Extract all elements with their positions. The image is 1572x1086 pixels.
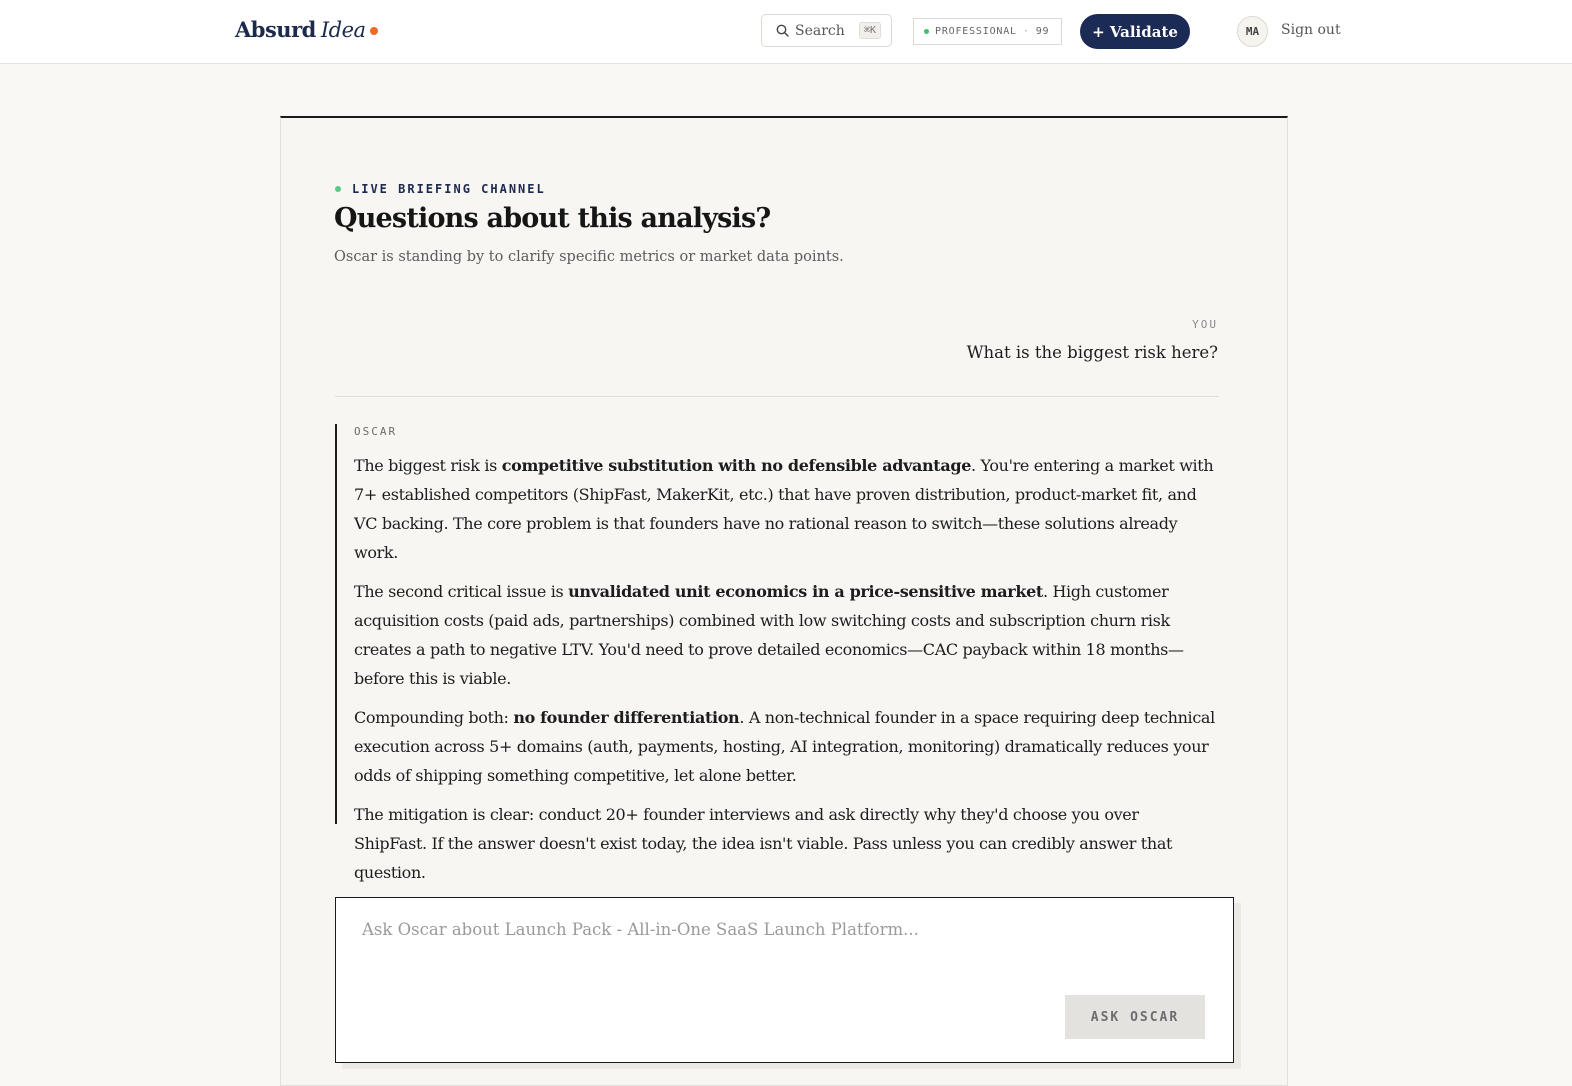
oscar-response	[335, 424, 1215, 882]
search-button[interactable]	[761, 14, 892, 47]
plan-separator: ·	[1022, 26, 1030, 37]
oscar-response-label: OSCAR	[354, 425, 398, 438]
avatar[interactable]: MA	[1237, 16, 1268, 47]
plan-status-dot-icon	[924, 29, 929, 34]
search-icon	[776, 24, 789, 37]
paragraph-text: The second critical issue is	[354, 582, 569, 601]
user-message-label: YOU	[1192, 318, 1218, 331]
briefing-eyebrow	[335, 182, 546, 196]
plan-name: PROFESSIONAL	[935, 26, 1017, 37]
page-title: Questions about this analysis?	[334, 203, 771, 234]
paragraph-text: . High customer acquisition costs (paid ads, partnerships) combined with low switching costs and subscription churn risk creates a path to negative LTV. You'd need to prove detailed economics—CAC payback within 18 months—before this is viable.	[354, 582, 1184, 688]
paragraph-text: Compounding both:	[354, 708, 514, 727]
sign-out-link[interactable]: Sign out	[1281, 22, 1341, 38]
logo[interactable]	[235, 17, 378, 42]
oscar-paragraph	[354, 577, 1215, 693]
logo-dot-icon	[370, 27, 378, 35]
question-composer	[335, 897, 1234, 1063]
paragraph-emphasis: no founder differentiation	[513, 708, 740, 727]
paragraph-text: . A non-technical founder in a space requiring deep technical execution across 5+ domains (auth, payments, hosting, AI integration, monitoring) dramatically reduces your odds of shipping something competitive, let alone better.	[354, 708, 1215, 785]
paragraph-emphasis: competitive substitution with no defensible advantage	[501, 456, 972, 475]
paragraph-text: The mitigation is clear: conduct 20+ founder interviews and ask directly why they'd choose you over ShipFast. If the answer doesn't exist today, the idea isn't viable. Pass unless you can credibly answer that question.	[354, 805, 1173, 882]
live-status-dot-icon	[335, 186, 341, 192]
plan-credits-count: 99	[1035, 26, 1050, 37]
paragraph-emphasis: unvalidated unit economics in a price-sensitive market	[568, 582, 1043, 601]
search-label: Search	[795, 22, 845, 39]
validate-button[interactable]: + Validate	[1080, 14, 1190, 49]
paragraph-text: The biggest risk is	[354, 456, 502, 475]
plan-credits-badge	[913, 18, 1062, 45]
page-subtitle: Oscar is standing by to clarify specific metrics or market data points.	[334, 249, 844, 265]
oscar-paragraph	[354, 451, 1215, 567]
question-input[interactable]	[362, 920, 1202, 980]
conversation-divider	[335, 396, 1219, 397]
logo-secondary-text: Idea	[320, 18, 366, 42]
logo-primary-text: Absurd	[235, 17, 316, 42]
top-navigation-bar	[0, 0, 1572, 64]
user-message: What is the biggest risk here?	[966, 343, 1218, 362]
oscar-paragraph	[354, 703, 1215, 790]
ask-oscar-button[interactable]: ASK OSCAR	[1065, 995, 1205, 1039]
search-shortcut-hint: ⌘K	[859, 22, 881, 39]
paragraph-text: . You're entering a market with 7+ established competitors (ShipFast, MakerKit, etc.) that have proven distribution, product-market fit, and VC backing. The core problem is that founders have no rational reason to switch—these solutions already work.	[354, 456, 1214, 562]
oscar-paragraph	[354, 800, 1215, 887]
briefing-eyebrow-text: LIVE BRIEFING CHANNEL	[352, 182, 546, 196]
